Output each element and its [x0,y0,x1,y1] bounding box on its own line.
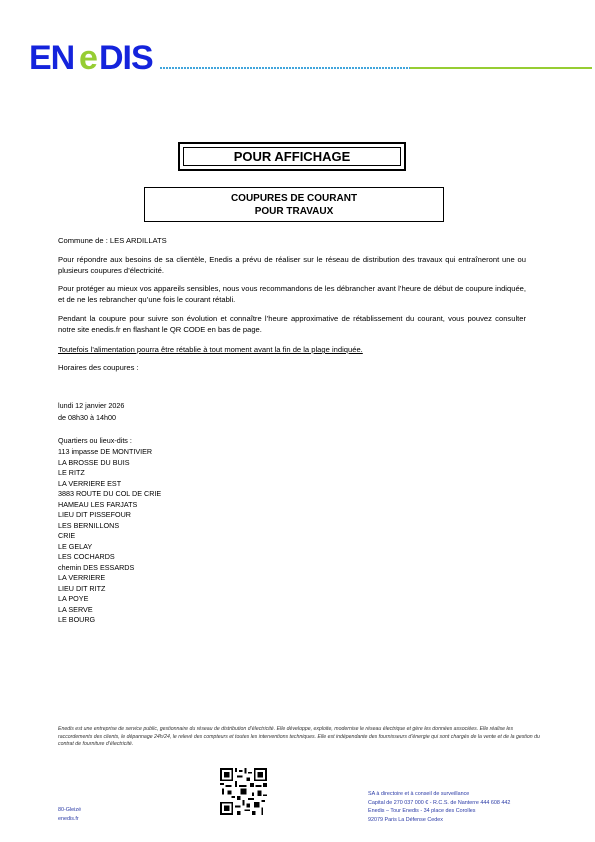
horaires-label: Horaires des coupures : [58,363,139,372]
outage-time-range: de 08h30 à 14h00 [58,413,116,422]
paragraph-2: Pour protéger au mieux vos appareils sensibles, nous vous recommandons de les débrancher avant l’heure de début de coupure indiquée, et de ne les rebrancher qu’une fois le courant rétabli. [58,284,526,304]
list-item: chemin DES ESSARDS [58,562,135,572]
list-item: HAMEAU LES FARJATS [58,499,138,509]
title-box [178,142,406,171]
list-item: LA VERRIERE EST [58,478,122,488]
page-title: POUR AFFICHAGE [183,147,401,166]
qr-code[interactable] [220,768,267,815]
warning-text: Toutefois l’alimentation pourra être rétablie à tout moment avant la fin de la plage indiquée. [58,345,363,354]
footer-company-info: SA à directoire et à conseil de surveillance Capital de 270 037 000 € - R.C.S. de Nanterre 444 608 442 Enedis – Tour Enedis - 34 place des Corolles 92079 Paris La Défense Cedex [368,791,511,823]
list-item: LES BERNILLONS [58,520,120,530]
list-item: LE BOURG [58,615,96,624]
list-item: LES COCHARDS [58,552,115,561]
outage-date: lundi 12 janvier 2026 [58,401,125,410]
footer-site-link[interactable]: enedis.fr [58,816,79,822]
list-item: LIEU DIT PISSEFOUR [58,510,131,519]
quartiers-label: Quartiers ou lieux-dits : [58,436,132,445]
footer-note: Enedis est une entreprise de service public, gestionnaire du réseau de distribution d’électricité. Elle développe, exploite, modernise le réseau électrique et gère les données associées. Elle réalise les raccordements des clients, le dépannage 24h/24, le relevé des compteurs et toutes les interventions techniques. Elle est indépendante des fournisseurs d’énergie qui sont chargés de la vente et de la gestion du contrat de fourniture d’électricité. [58,726,540,747]
footer-ref: 80-Gleizé [58,807,82,813]
list-item: LE RITZ [58,468,85,477]
svg-text:EN: EN [29,39,75,74]
paragraph-1: Pour répondre aux besoins de sa clientèle, Enedis a prévu de réaliser sur le réseau de distribution des travaux qui entraîneront une ou plusieurs coupures d’électricité. [58,255,526,275]
subtitle-line-2: POUR TRAVAUX [254,206,334,217]
subtitle-line-1: COUPURES DE COURANT [230,193,358,204]
list-item: 3883 ROUTE DU COL DE CRIE [58,489,162,498]
list-item: LA VERRIERE [58,573,106,582]
subtitle-box [144,187,444,222]
list-item: LE GELAY [58,541,93,551]
list-item: LA SERVE [58,604,93,614]
quartiers-list [58,447,161,626]
header-divider [160,66,592,70]
list-item: LIEU DIT RITZ [58,583,106,593]
list-item: 113 impasse DE MONTIVIER [58,447,153,456]
paragraph-3: Pendant la coupure pour suivre son évolution et connaître l’heure approximative de rétablissement du courant, vous pouvez consulter notre site enedis.fr en flashant le QR CODE en bas de page. [58,314,526,334]
list-item: CRIE [58,531,76,540]
svg-text:e: e [79,39,98,74]
list-item: LA BROSSE DU BUIS [58,457,130,467]
commune-label: Commune de : LES ARDILLATS [58,236,167,245]
enedis-logo [29,38,157,74]
list-item: LA POYE [58,594,89,603]
svg-text:DIS: DIS [99,39,153,74]
